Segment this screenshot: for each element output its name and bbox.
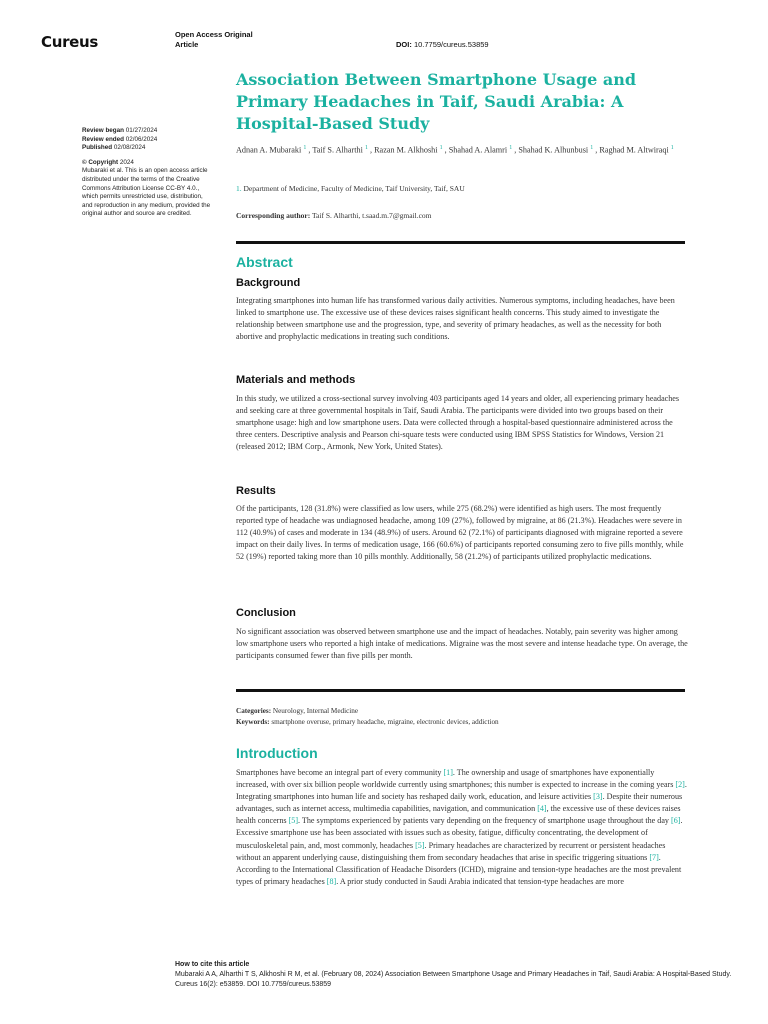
corresponding-label: Corresponding author:: [236, 211, 311, 220]
review-began-date: 01/27/2024: [125, 127, 158, 134]
keywords-value: smartphone overuse, primary headache, migraine, electronic devices, addiction: [271, 718, 499, 726]
article-type-line2: Article: [175, 40, 199, 49]
conclusion-heading: Conclusion: [236, 607, 296, 619]
doi-link[interactable]: 10.7759/cureus.53859: [413, 40, 489, 49]
author-list: Adnan A. Mubaraki $^1$ , Taif S. Alharthi $^1$ , Razan M. Alkhoshi $^1$ , Shahad A. Alamri $^1$ , Shahad K. Alhunbusi $^1$ , Raghad M. Altwiraqi $^1$: [236, 145, 674, 155]
author-affiliation-sup: 1: [364, 145, 368, 151]
author-affiliation-sup: 1: [509, 145, 513, 151]
results-text: Of the participants, 128 (31.8%) were classified as low users, while 275 (68.2%) were identified as high users. The most frequently reported type of headache was undiagnosed headache, among 109 (27%), followed by migraine, at 86 (21.3%). Headaches were severe in 112 (40.9%) of cases and moderate in 134 (48.9%) of users. Around 62 (72.1%) of participants diagnosed with migraine reported a severe impact on their daily lives. In terms of medication usage, 166 (60.6%) of participants reported consuming zero to five pills monthly, while 52 (19%) reported taking more than 10 pills monthly. Additionally, 58 (21.2%) of participants utilized prophylactic medications.: [236, 504, 684, 562]
categories-line: [236, 706, 358, 717]
review-began-label: Review began: [82, 127, 124, 134]
background-heading: Background: [236, 277, 301, 289]
author-name[interactable]: Razan M. Alkhoshi: [374, 145, 440, 155]
review-ended-date: 02/06/2024: [125, 135, 158, 143]
published-label: Published: [82, 144, 113, 152]
affiliation-text: Department of Medicine, Faculty of Medicine, Taif University, Taif, SAU: [243, 184, 465, 193]
reference-link[interactable]: [7]: [649, 852, 659, 862]
citation-text: Mubaraki A A, Alharthi T S, Alkhoshi R M, et al. (February 08, 2024) Association Between Smartphone Usage and Primary Headaches in Taif, Saudi Arabia: A Hospital-Based Study. Cureus 16(2): e53859. DOI 10.7759/cureus.53859: [175, 970, 732, 988]
methods-text: In this study, we utilized a cross-sectional survey involving 403 participants aged 14 years and older, all experiencing primary headaches and seeking care at three governmental hospitals in Taif, Saudi Arabia. The participants were divided into two groups based on their smartphone usage: high and low smartphone users. Data were collected through a hospital-based questionnaire administered across the three centers. Descriptive analysis and Pearson chi-square tests were conducted using IBM SPSS Statistics for Windows, Version 21 (released 2012; IBM Corp., Armonk, New York, United States).: [236, 394, 680, 452]
author-name[interactable]: Shahad K. Alhunbusi: [518, 145, 591, 155]
background-text: Integrating smartphones into human life has transformed various daily activities. Numerous symptoms, including headaches, have been linked to smartphone use. The excessive use of these devices raises significant health concerns. This study aimed to investigate the relationship between smartphone use and the progression, type, and severity of primary headaches, as well as the necessity for both abortive and prophylactic medications in treating such conditions.: [236, 296, 675, 342]
author-affiliation-sup: 1: [670, 145, 674, 151]
corresponding-author: [236, 211, 432, 220]
reference-link[interactable]: [2]: [675, 780, 685, 790]
author-name[interactable]: Adnan A. Mubaraki: [236, 145, 304, 155]
reference-link[interactable]: [6]: [671, 816, 681, 826]
article-type: [175, 30, 295, 50]
published-date: 02/08/2024: [113, 144, 146, 152]
results-heading: Results: [236, 485, 276, 497]
introduction-heading: Introduction: [236, 745, 318, 761]
copyright: [82, 159, 214, 168]
citation-block: [175, 960, 735, 989]
keywords-label: Keywords:: [236, 718, 270, 726]
article-title: Association Between Smartphone Usage and Primary Headaches in Taif, Saudi Arabia: A Hospital-Based Study: [236, 70, 637, 133]
review-ended-label: Review ended: [82, 135, 124, 143]
review-ended: [82, 136, 214, 145]
published: [82, 144, 214, 153]
section-divider-bottom: [236, 689, 685, 692]
conclusion-text: No significant association was observed between smartphone use and the impact of headaches. Notably, pain severity was higher among low smartphone users who reported a high intake of medications. Migraine was the most severe and intense headache type. On average, the participants consumed fewer than five pills per month.: [236, 627, 688, 661]
introduction-text: Smartphones have become an integral part of every community [1]. The ownership and usage of smartphones have exponentially increased, with over six billion people worldwide currently using smartphones; this number is expected to increase in the coming years [2]. Integrating smartphones into human life and society has reshaped daily work, education, and leisure activities [3]. Despite their numerous advantages, such as internet access, multimedia capabilities, navigation, and communication [4], the excessive use of these devices raises health concerns [5]. The symptoms experienced by patients vary depending on the frequency of smartphone usage throughout the day [6]. Excessive smartphone use has been associated with issues such as obesity, fatigue, difficulty concentrating, the development of musculoskeletal pain, and, most commonly, headaches [5]. Primary headaches are characterized by recurrent or persistent headaches without an apparent underlying cause, distinguishing them from secondary headaches that arise in specific triggering situations [7]. According to the International Classification of Headache Disorders (ICHD), migraine and tension-type headaches are the most prevalent types of primary headaches [8]. A prior study conducted in Saudi Arabia indicated that tension-type headaches are more: [236, 768, 687, 886]
author-affiliation-sup: 1: [439, 145, 443, 151]
section-divider-top: [236, 241, 685, 244]
keywords-line: [236, 717, 499, 728]
author-name[interactable]: Raghad M. Altwiraqi: [599, 145, 671, 155]
doi-label: DOI:: [396, 40, 412, 49]
citation-heading: How to cite this article: [175, 961, 250, 968]
copyright-label: © Copyright: [82, 158, 119, 166]
abstract-heading: Abstract: [236, 254, 293, 270]
affiliation: [236, 184, 465, 193]
methods-heading: Materials and methods: [236, 374, 356, 386]
review-began: [82, 127, 214, 136]
reference-link[interactable]: [1]: [443, 768, 453, 777]
copyright-year: 2024: [119, 158, 134, 166]
author-name[interactable]: Taif S. Alharthi: [312, 145, 365, 155]
reference-link[interactable]: [5]: [415, 840, 425, 850]
author-affiliation-sup: 1: [590, 145, 594, 151]
author-affiliation-sup: 1: [303, 145, 307, 151]
reference-link[interactable]: [4]: [537, 804, 547, 814]
reference-link[interactable]: [8]: [326, 876, 337, 886]
doi-line: [396, 40, 489, 49]
author-name[interactable]: Shahad A. Alamri: [448, 145, 510, 155]
journal-logo: Cureus: [41, 33, 99, 51]
reference-link[interactable]: [5]: [288, 816, 299, 826]
categories-label: Categories:: [236, 707, 272, 715]
article-sidebar: [82, 127, 214, 219]
reference-link[interactable]: [3]: [593, 792, 603, 802]
categories-value[interactable]: Neurology, Internal Medicine: [272, 707, 359, 715]
corresponding-text: Taif S. Alharthi, t.saad.m.7@gmail.com: [312, 211, 432, 220]
license-text: Mubaraki et al. This is an open access article distributed under the terms of the Creative Commons Attribution License CC-BY 4.0., which permits unrestricted use, distribution, and reproduction in any medium, provided the original author and source are credited.: [82, 167, 211, 218]
article-type-line1: Open Access Original: [175, 30, 253, 39]
affiliation-number: 1.: [236, 184, 242, 193]
